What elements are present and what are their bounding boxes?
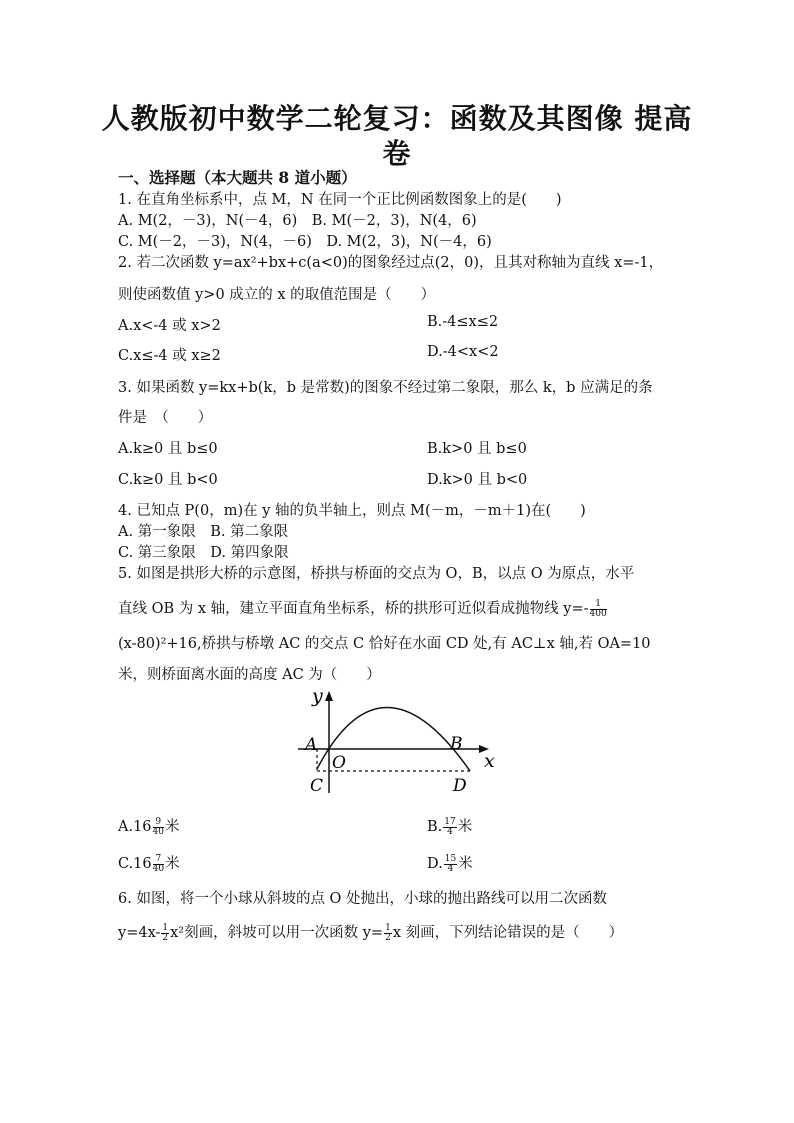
bridge-figure [290,685,510,800]
label-a: A [305,735,318,755]
q5-option-b-label: B. [427,819,443,835]
q5-stem-line3: (x-80)²+16,桥拱与桥墩 AC 的交点 C 恰好在水面 CD 处,有 AC⊥x 轴,若 OA=10 [118,636,651,652]
q2-option-c: C.x≤-4 或 x≥2 [118,348,221,364]
q4-options-row1: A. 第一象限 B. 第二象限 [118,524,289,540]
q6-middle-text: x²刻画，斜坡可以用一次函数 y= [170,925,384,941]
q5-fraction-den: 400 [589,608,607,619]
q6-stem-line2 [118,921,623,943]
q3-stem-line1: 3. 如果函数 y=kx+b(k，b 是常数)的图象不经过第二象限，那么 k，b 应满足的条 [118,380,653,396]
q5-stem-line2-text: 直线 OB 为 x 轴，建立平面直角坐标系，桥的拱形可近似看成抛物线 y=- [118,601,589,617]
label-x: x [484,750,495,772]
q5-option-c-unit: 米 [165,856,180,872]
q2-option-d: D.-4<x<2 [427,344,499,360]
label-b: B [450,734,463,754]
q5-option-d-num: 15 [444,853,457,864]
q4-options-row2: C. 第三象限 D. 第四象限 [118,545,289,561]
q6-quadratic-prefix: y=4x- [118,925,161,941]
q2-stem-line2: 则使函数值 y>0 成立的 x 的取值范围是（ ） [118,287,436,303]
q5-option-b-frac [443,818,456,837]
page-title: 人教版初中数学二轮复习：函数及其图像 提高 [101,102,693,135]
label-o: O [332,753,346,773]
page-title-continued: 卷 [382,137,412,170]
q1-options-row1: A. M(2，－3)，N(－4，6) B. M(－2，3)，N(4，6) [118,213,477,229]
q6-fraction-2-num: 1 [385,922,391,933]
q2-option-b: B.-4≤x≤2 [427,314,499,330]
q6-fraction-1 [161,924,169,943]
q1-options-row2: C. M(－2，－3)，N(4，－6) D. M(2，3)，N(－4，6) [118,234,492,250]
q5-option-b-den: 4 [447,826,453,837]
q5-option-a-unit: 米 [164,819,180,835]
q5-option-d-label: D. [427,856,443,872]
q5-option-c [118,852,180,874]
q3-option-a: A.k≥0 且 b≤0 [118,441,218,457]
q3-option-c: C.k≥0 且 b<0 [118,472,218,488]
q2-stem-line1: 2. 若二次函数 y=ax²+bx+c(a<0)的图象经过点(2，0)，且其对称轴为直线 x=-1， [118,255,664,271]
q3-option-b: B.k>0 且 b≤0 [427,441,527,457]
q6-fraction-1-den: 2 [162,932,169,943]
q5-option-a-den: 40 [152,826,164,837]
q5-option-c-den: 40 [152,863,165,874]
q5-stem-line4: 米，则桥面离水面的高度 AC 为（ ） [118,667,381,683]
q5-stem-line2 [118,597,608,619]
q5-option-a-int: A.16 [118,819,152,835]
q6-fraction-2-den: 2 [385,932,391,943]
q5-option-b-num: 17 [444,816,456,827]
label-c: C [310,776,324,796]
q5-option-d-frac [444,855,457,874]
section-heading: 一、选择题（本大题共 8 道小题） [118,168,357,187]
q4-stem: 4. 已知点 P(0，m)在 y 轴的负半轴上，则点 M(－m，－m＋1)在( ) [118,503,586,519]
q5-stem-line1: 5. 如图是拱形大桥的示意图，桥拱与桥面的交点为 O，B，以点 O 为原点，水平 [118,566,635,582]
q5-option-d [427,852,473,874]
q6-fraction-1-num: 1 [162,922,169,933]
q5-fraction [590,600,607,619]
q5-option-d-den: 4 [447,863,454,874]
q6-stem-line1: 6. 如图，将一个小球从斜坡的点 O 处抛出，小球的抛出路线可以用二次函数 [118,891,608,907]
label-d: D [453,776,467,796]
q3-option-d: D.k>0 且 b<0 [427,472,528,488]
q5-option-d-unit: 米 [458,856,473,872]
q5-option-c-num: 7 [153,855,164,865]
q5-option-a [118,815,179,837]
q3-stem-line2: 件是 （ ） [118,410,213,426]
q5-option-c-int: C.16 [118,856,152,872]
q5-option-a-num: 9 [153,818,164,828]
q5-option-b-unit: 米 [457,819,473,835]
q5-fraction-num: 1 [590,600,607,610]
q5-option-b [427,815,472,837]
q1-stem: 1. 在直角坐标系中，点 M，N 在同一个正比例函数图象上的是( ) [118,192,562,208]
q5-option-c-frac [153,855,164,874]
label-y: y [312,685,323,707]
y-axis-arrow [325,691,333,701]
q6-fraction-2 [384,924,392,943]
q2-option-a: A.x<-4 或 x>2 [118,318,221,334]
q5-option-a-frac [153,818,164,837]
q6-tail-text: x 刻画，下列结论错误的是（ ） [392,925,624,941]
